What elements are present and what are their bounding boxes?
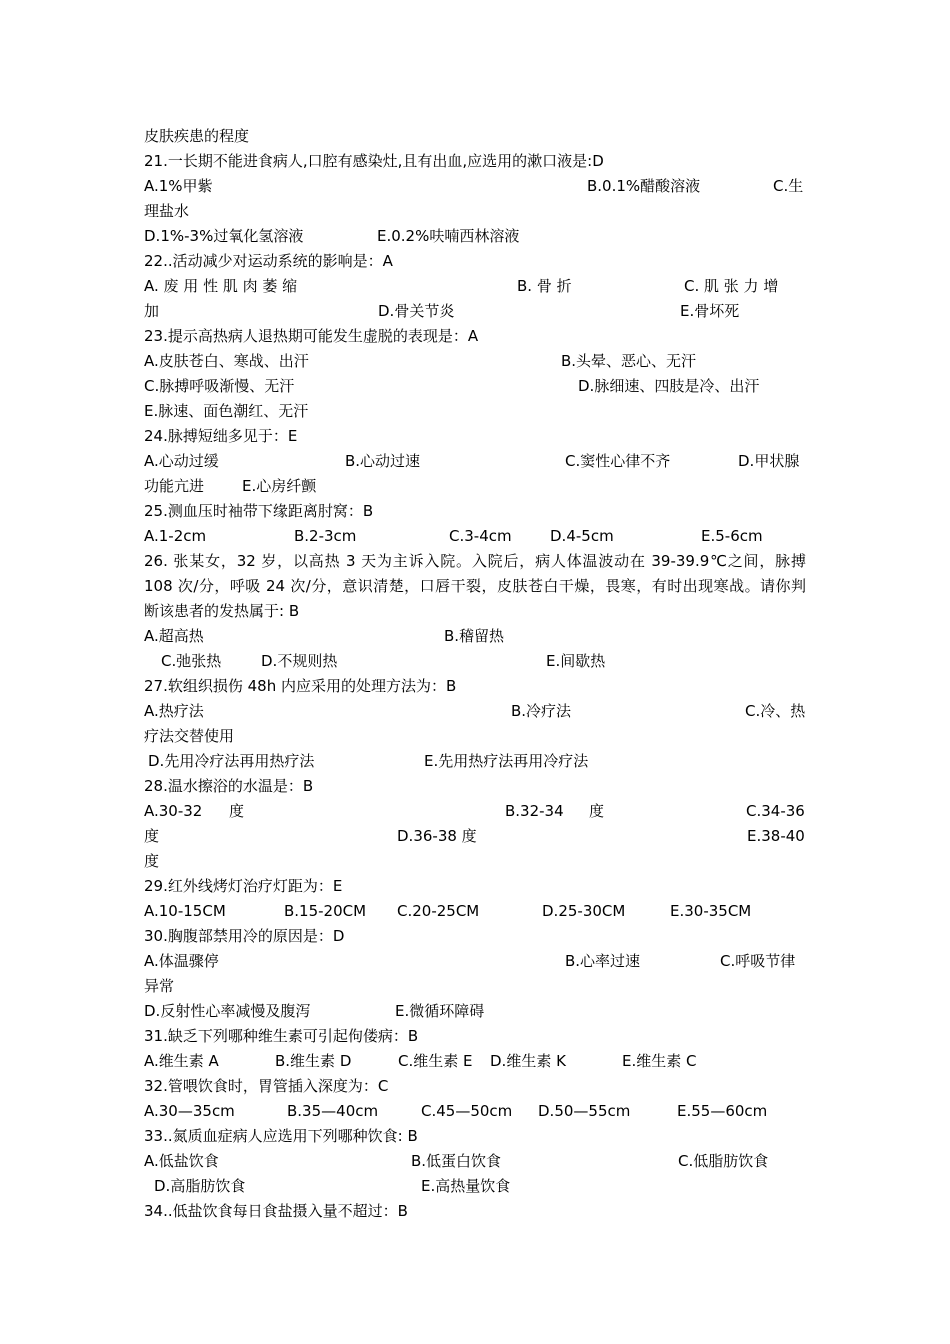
option: E.微循环障碍 [395, 1002, 485, 1020]
option: B.0.1%醋酸溶液 [587, 177, 701, 195]
option: C.34-36 [746, 802, 805, 820]
option: A.30-32 [144, 802, 203, 820]
text-run: 26. 张某女，32 岁，以高热 3 天为主诉入院。入院后，病人体温波动在 39-39.9℃之间，脉搏 [144, 552, 806, 570]
text-run: 皮肤疾患的程度 [144, 127, 250, 145]
option: D.50—55cm [538, 1102, 631, 1120]
options-line [0, 349, 950, 374]
option: D.甲状腺 [738, 452, 800, 470]
option: D.反射性心率减慢及腹泻 [144, 1002, 311, 1020]
options-line [0, 1149, 950, 1174]
options-line [0, 699, 950, 724]
option: B.32-34 [505, 802, 564, 820]
option: B.头晕、恶心、无汗 [561, 352, 697, 370]
option: B.冷疗法 [511, 702, 572, 720]
option: C.呼吸节律 [720, 952, 796, 970]
text-run: 27.软组织损伤 48h 内应采用的处理方法为：B [144, 677, 457, 695]
question-28 [0, 774, 950, 799]
options-line [0, 999, 950, 1024]
text-run: 24.脉搏短绌多见于：E [144, 427, 298, 445]
options-line [0, 799, 950, 824]
text-run: 22..活动减少对运动系统的影响是：A [144, 252, 393, 270]
option: C. 肌 张 力 增 [684, 277, 779, 295]
option: C.冷、热 [745, 702, 806, 720]
option: D.1%-3%过氧化氢溶液 [144, 227, 304, 245]
option: A.心动过缓 [144, 452, 219, 470]
option: E.38-40 [747, 827, 805, 845]
option: D.脉细速、四肢是冷、出汗 [578, 377, 760, 395]
option: C.脉搏呼吸渐慢、无汗 [144, 377, 295, 395]
option: A.热疗法 [144, 702, 204, 720]
option: C.3-4cm [449, 527, 512, 545]
option: C.窦性心律不齐 [565, 452, 671, 470]
option: D.不规则热 [261, 652, 338, 670]
option: B.维生素 D [275, 1052, 352, 1070]
option: D.维生素 K [490, 1052, 566, 1070]
options-line [0, 274, 950, 299]
option: A.10-15CM [144, 902, 226, 920]
option: D.25-30CM [542, 902, 626, 920]
options-line [0, 399, 950, 424]
text-line [0, 849, 950, 874]
question-27 [0, 674, 950, 699]
options-line [0, 1049, 950, 1074]
text-run: 108 次/分，呼吸 24 次/分，意识清楚，口唇干裂，皮肤苍白干燥，畏寒，有时出现寒战。请你判 [144, 577, 806, 595]
text-line [0, 974, 950, 999]
option: B.15-20CM [284, 902, 367, 920]
text-line [0, 124, 950, 149]
text-run: 度 [144, 852, 160, 870]
text-run: 21.一长期不能进食病人,口腔有感染灶,且有出血,应选用的漱口液是:D [144, 152, 604, 170]
option: E.先用热疗法再用冷疗法 [424, 752, 589, 770]
text-run: 34..低盐饮食每日食盐摄入量不超过：B [144, 1202, 408, 1220]
option: B.2-3cm [294, 527, 357, 545]
option: A.低盐饮食 [144, 1152, 219, 1170]
text-run: 度 [229, 802, 245, 820]
text-line [0, 724, 950, 749]
option: B.低蛋白饮食 [411, 1152, 502, 1170]
options-line [0, 299, 950, 324]
text-run: 32.管喂饮食时，胃管插入深度为：C [144, 1077, 389, 1095]
text-run: 异常 [144, 977, 175, 995]
options-line [0, 374, 950, 399]
text-run: 理盐水 [144, 202, 190, 220]
option: A.1%甲紫 [144, 177, 213, 195]
option: D.先用冷疗法再用热疗法 [148, 752, 315, 770]
option: E.骨坏死 [680, 302, 740, 320]
option: A.1-2cm [144, 527, 207, 545]
text-run: 疗法交替使用 [144, 727, 235, 745]
option: D.36-38 度 [397, 827, 477, 845]
option: E.0.2%呋喃西林溶液 [377, 227, 520, 245]
text-run: 度 [589, 802, 605, 820]
option: C.生 [773, 177, 804, 195]
options-line [0, 474, 950, 499]
options-line [0, 174, 950, 199]
option: E.55—60cm [677, 1102, 768, 1120]
question-30 [0, 924, 950, 949]
option: C.弛张热 [161, 652, 222, 670]
options-line [0, 449, 950, 474]
option: A. 废 用 性 肌 肉 萎 缩 [144, 277, 298, 295]
question-32 [0, 1074, 950, 1099]
option: A.维生素 A [144, 1052, 219, 1070]
question-24 [0, 424, 950, 449]
option: B.心动过速 [345, 452, 421, 470]
question-22 [0, 249, 950, 274]
options-line [0, 1099, 950, 1124]
options-line [0, 524, 950, 549]
option: C.45—50cm [421, 1102, 513, 1120]
option: A.30—35cm [144, 1102, 235, 1120]
options-line [0, 824, 950, 849]
text-run: 断该患者的发热属于: B [144, 602, 300, 620]
options-line [0, 224, 950, 249]
option: D.高脂肪饮食 [154, 1177, 246, 1195]
text-run: 25.测血压时袖带下缘距离肘窝：B [144, 502, 374, 520]
option: C.维生素 E [398, 1052, 473, 1070]
option: B.心率过速 [565, 952, 641, 970]
options-line [0, 624, 950, 649]
text-run: 28.温水擦浴的水温是：B [144, 777, 314, 795]
text-run: 29.红外线烤灯治疗灯距为：E [144, 877, 343, 895]
question-33 [0, 1124, 950, 1149]
question-31 [0, 1024, 950, 1049]
options-line [0, 649, 950, 674]
option: B.稽留热 [444, 627, 505, 645]
option: A.体温骤停 [144, 952, 219, 970]
question-23 [0, 324, 950, 349]
option: E.维生素 C [622, 1052, 697, 1070]
text-run: 功能亢进 [144, 477, 205, 495]
option: D.骨关节炎 [378, 302, 455, 320]
option: E.高热量饮食 [421, 1177, 511, 1195]
text-run: 31.缺乏下列哪种维生素可引起佝偻病：B [144, 1027, 419, 1045]
text-run: 加 [144, 302, 160, 320]
options-line [0, 949, 950, 974]
text-run: 23.提示高热病人退热期可能发生虚脱的表现是：A [144, 327, 479, 345]
question-34 [0, 1199, 950, 1224]
text-line [0, 599, 950, 624]
option: B. 骨 折 [517, 277, 572, 295]
option: E.30-35CM [670, 902, 752, 920]
options-line [0, 749, 950, 774]
options-line [0, 1174, 950, 1199]
option: D.4-5cm [550, 527, 614, 545]
question-29 [0, 874, 950, 899]
option: E.心房纤颤 [242, 477, 317, 495]
option: E.脉速、面色潮红、无汗 [144, 402, 309, 420]
text-run: 33..氮质血症病人应选用下列哪种饮食: B [144, 1127, 418, 1145]
option: C.20-25CM [397, 902, 480, 920]
question-25 [0, 499, 950, 524]
option: A.皮肤苍白、寒战、出汗 [144, 352, 309, 370]
option: A.超高热 [144, 627, 204, 645]
option: B.35—40cm [287, 1102, 379, 1120]
option: C.低脂肪饮食 [678, 1152, 769, 1170]
question-26 [0, 549, 950, 574]
text-run: 30.胸腹部禁用冷的原因是：D [144, 927, 345, 945]
option: E.5-6cm [701, 527, 763, 545]
text-line [0, 574, 950, 599]
text-line [0, 199, 950, 224]
option: E.间歇热 [546, 652, 606, 670]
text-run: 度 [144, 827, 160, 845]
question-21 [0, 149, 950, 174]
options-line [0, 899, 950, 924]
